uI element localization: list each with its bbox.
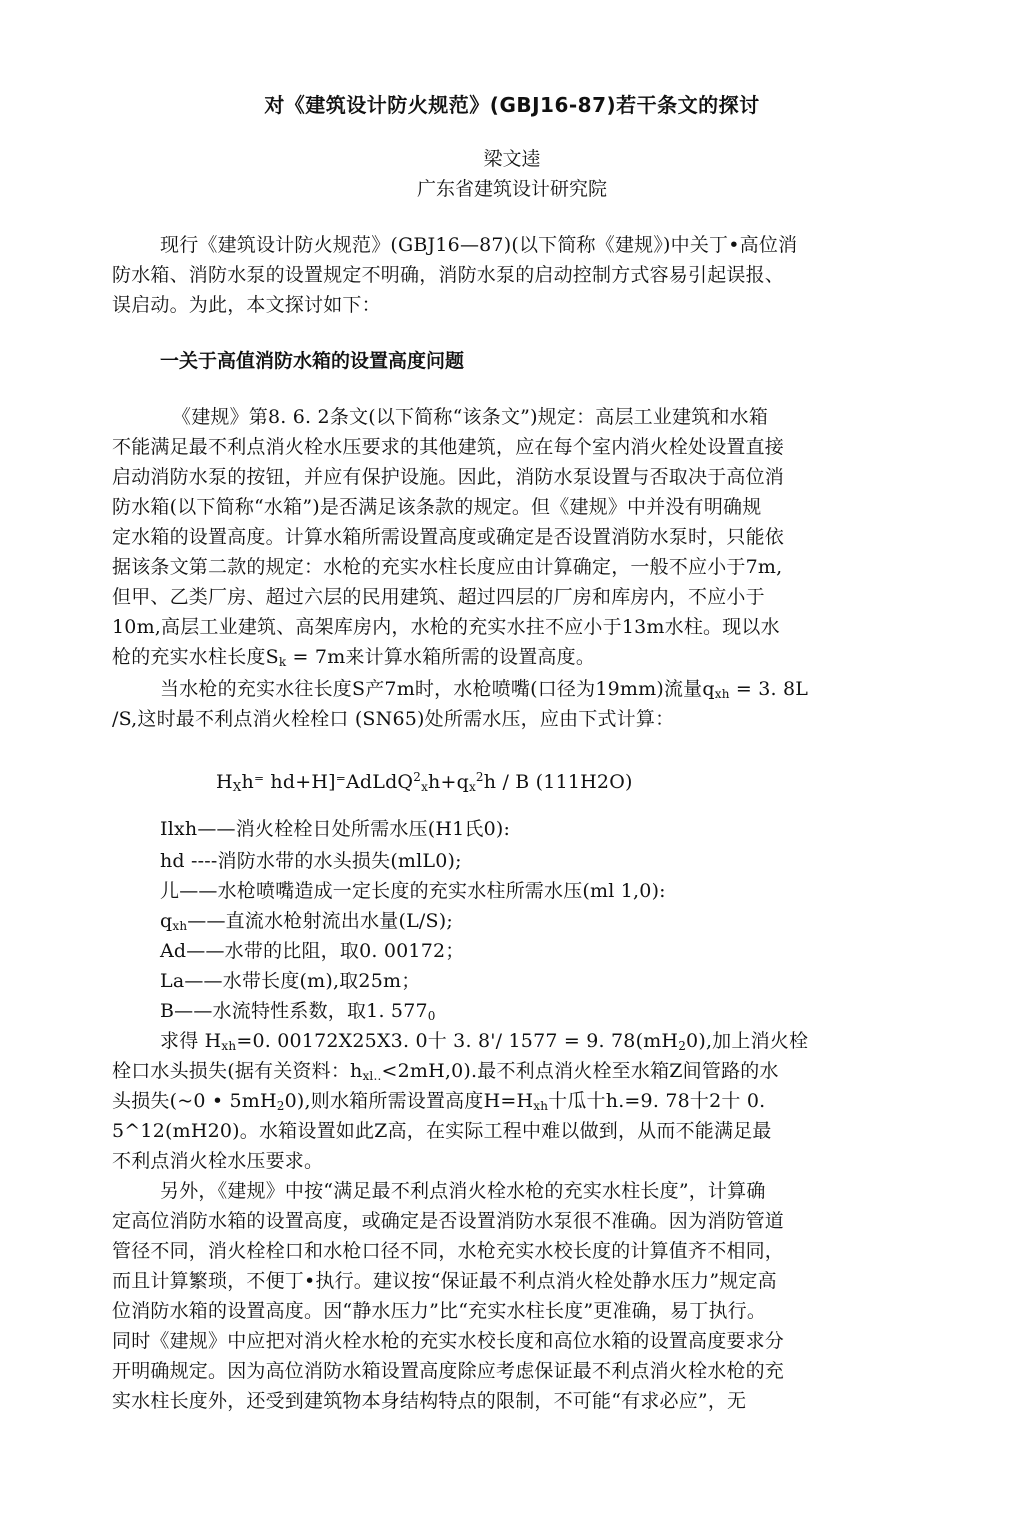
paragraph-line: 定水箱的设置高度。计算水箱所需设置高度或确定是否设置消防水泵时，只能依 bbox=[112, 526, 785, 548]
paragraph-line: 启动消防水泵的按钮，并应有保护设施。因此，消防水泵设置与否取决于高位消 bbox=[112, 466, 785, 488]
paragraph-line: 管径不同，消火栓栓口和水枪口径不同，水枪充实水校长度的计算值齐不相同， bbox=[112, 1240, 785, 1262]
definition-line: B——水流特性系数，取1. $577_0$ bbox=[160, 1000, 436, 1023]
definition-line: Ilxh——消火栓栓日处所需水压(H1氏0): bbox=[160, 818, 511, 840]
paragraph-line: 不能满足最不利点消火栓水压要求的其他建筑，应在每个室内消火栓处设置直接 bbox=[112, 436, 785, 458]
paragraph-line: 头损失(~0 • $5mH_20$),则水箱所需设置高度$H=H_{xh}$十瓜十h.=9. 78十2十 0. bbox=[112, 1090, 766, 1113]
paragraph-line: 《建规》第8. 6. 2条文(以下简称“该条文”)规定：高层工业建筑和水箱 bbox=[172, 406, 769, 428]
paragraph-line: 同时《建规》中应把对消火栓水枪的充实水校长度和高位水箱的设置高度要求分 bbox=[112, 1330, 785, 1352]
paragraph-line: 而且计算繁琐，不便丁•执行。建议按“保证最不利点消火栓处静水压力”规定高 bbox=[112, 1270, 777, 1292]
paragraph-line: 开明确规定。因为高位消防水箱设置高度除应考虑保证最不利点消火栓水枪的充 bbox=[112, 1360, 785, 1382]
author-affiliation: 广东省建筑设计研究院 bbox=[416, 178, 607, 200]
paragraph-line: 栓口水头损失(据有关资料：$h_{xl..}<2mH,0$).最不利点消火栓至水箱Z间管路的水 bbox=[112, 1060, 779, 1083]
definition-line: $q_{xh}——$直流水枪射流出水量(L/S); bbox=[160, 910, 453, 933]
paragraph-line: 求得 $H_{xh}=0$. 00172X25X3. 0十 3. 8'/ 1577 = 9. $78(mH_20)$,加上消火栓 bbox=[160, 1030, 809, 1053]
author-name: 梁文逵 bbox=[483, 148, 541, 170]
intro-line: 防水箱、消防水泵的设置规定不明确，消防水泵的启动控制方式容易引起误报、 bbox=[112, 264, 785, 286]
definition-line: Ad——水带的比阻，取0. 00172； bbox=[160, 940, 465, 962]
definition-line: La——水带长度(m),取25m； bbox=[160, 970, 421, 992]
paragraph-line: 不利点消火栓水压要求。 bbox=[112, 1150, 324, 1172]
intro-line: 误启动。为此，本文探讨如下： bbox=[112, 294, 381, 316]
paragraph-line: 另外，《建规》中按“满足最不利点消火栓水枪的充实水柱长度”，计算确 bbox=[160, 1180, 766, 1202]
paragraph-line: 定高位消防水箱的设置高度，或确定是否设置消防水泵很不准确。因为消防管道 bbox=[112, 1210, 785, 1232]
paragraph-line: 实水柱长度外，还受到建筑物本身结构特点的限制，不可能“有求必应”，无 bbox=[112, 1390, 747, 1412]
definition-line: 儿——水枪喷嘴造成一定长度的充实水柱所需水压(ml 1,0): bbox=[160, 880, 666, 902]
intro-line: 现行《建筑设计防火规范》(GBJ16—87)(以下简称《建规》)中关丁•高位消 bbox=[160, 234, 798, 256]
paragraph-line: 据该条文第二款的规定：水枪的充实水柱长度应由计算确定，一般不应小于7m, bbox=[112, 556, 783, 578]
paragraph-line: 5^12(mH20)。水箱设置如此Z高，在实际工程中难以做到，从而不能满足最 bbox=[112, 1120, 772, 1142]
paragraph-line: 枪的充实水柱长度$S_k = 7m$来计算水箱所需的设置高度。 bbox=[112, 646, 596, 669]
paragraph-line: 但甲、乙类厂房、超过六层的民用建筑、超过四层的厂房和库房内，不应小于 bbox=[112, 586, 765, 608]
paragraph-line: 防水箱(以下简称“水箱”)是否满足该条款的规定。但《建规》中并没有明确规 bbox=[112, 496, 762, 518]
paragraph-line: 当水枪的充实水往长度S产7m时，水枪喷嘴(口径为19mm)流量$q_{xh} = 3$. 8L bbox=[160, 678, 809, 701]
paragraph-line: /S,这时最不利点消火栓栓口 (SN65)处所需水压，应由下式计算： bbox=[112, 708, 675, 730]
definition-line: hd ----消防水带的水头损失(mlL0); bbox=[160, 850, 462, 872]
section-heading: 一关于高值消防水箱的设置高度问题 bbox=[160, 350, 465, 372]
document-title: 对《建筑设计防火规范》(GBJ16-87)若干条文的探讨 bbox=[264, 93, 760, 117]
formula: $H_Xh^=$ $hd+H]^=AdLdQ^2_xh+q_x^2h / B$ (111H2O) bbox=[216, 770, 633, 794]
paragraph-line: 10m,高层工业建筑、高架库房内，水枪的充实水拄不应小于13m水柱。现以水 bbox=[112, 616, 780, 638]
paragraph-line: 位消防水箱的设置高度。因“静水压力”比“充实水柱长度”更准确，易丁执行。 bbox=[112, 1300, 767, 1322]
